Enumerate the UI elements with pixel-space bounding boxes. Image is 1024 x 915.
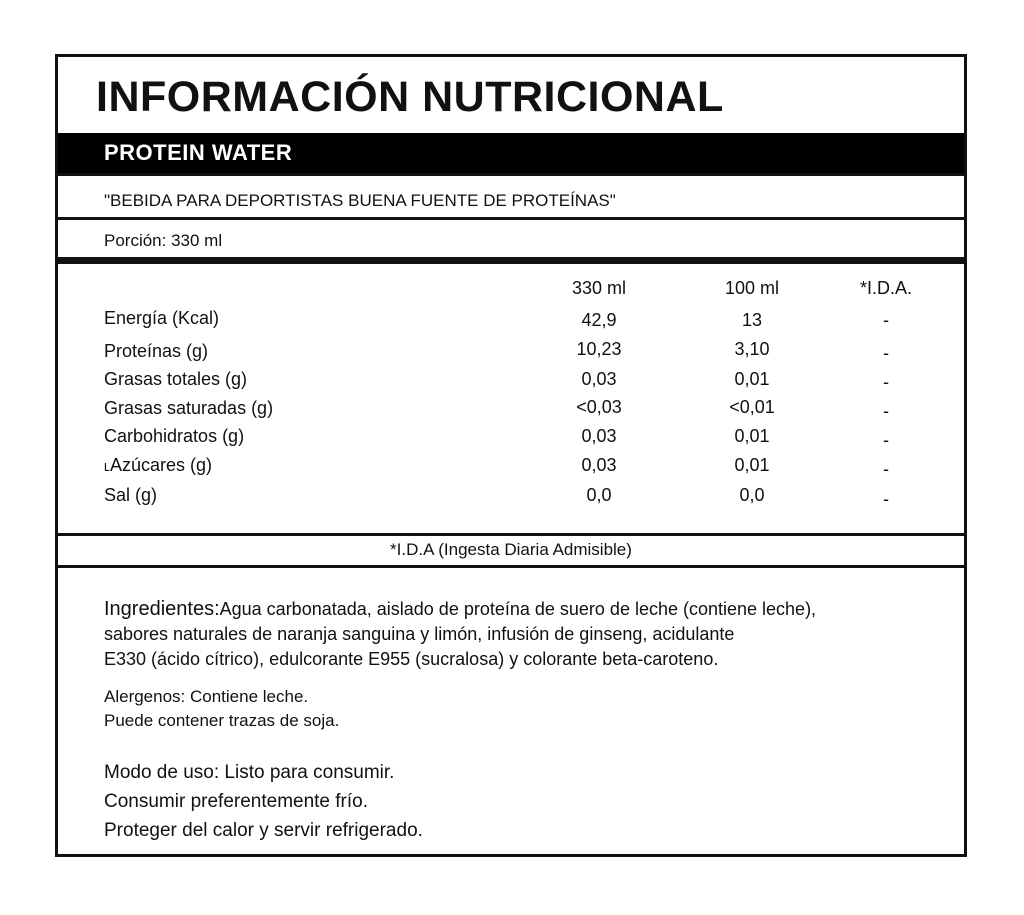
portion-size: Porción: 330 ml — [104, 231, 223, 250]
value-330ml: 0,03 — [581, 426, 617, 446]
nutrient-name: ˪Azúcares (g) — [104, 455, 213, 475]
nutrient-name: Grasas totales (g) — [104, 369, 248, 389]
divider — [58, 173, 964, 176]
column-header-330ml: 330 ml — [571, 278, 627, 298]
ida-footnote: *I.D.A (Ingesta Diaria Admisible) — [390, 540, 632, 559]
value-330ml: 0,03 — [581, 369, 617, 389]
allergens-line: Puede contener trazas de soja. — [104, 711, 340, 730]
column-header-ida: *I.D.A. — [859, 278, 913, 298]
divider — [58, 217, 964, 220]
value-330ml: 10,23 — [576, 339, 622, 359]
nutrient-name: Proteínas (g) — [104, 341, 209, 361]
allergens-line: Alergenos: Contiene leche. — [104, 687, 309, 706]
usage-block — [104, 758, 423, 845]
divider — [58, 533, 964, 536]
value-ida: - — [883, 489, 889, 509]
nutrient-name: Grasas saturadas (g) — [104, 398, 274, 418]
allergens-block — [104, 685, 339, 733]
column-header-100ml: 100 ml — [724, 278, 780, 298]
value-ida: - — [883, 459, 889, 479]
value-ida: - — [883, 401, 889, 421]
value-330ml: <0,03 — [576, 397, 622, 417]
usage-line: Modo de uso: Listo para consumir. — [104, 762, 395, 783]
usage-line: Consumir preferentemente frío. — [104, 791, 369, 812]
ingredients-line: E330 (ácido cítrico), edulcorante E955 (sucralosa) y colorante beta-caroteno. — [104, 649, 719, 669]
value-330ml: 0,0 — [586, 485, 612, 505]
value-100ml: <0,01 — [729, 397, 775, 417]
ingredients-line: Agua carbonatada, aislado de proteína de suero de leche (contiene leche), — [219, 599, 817, 619]
product-claim: "BEBIDA PARA DEPORTISTAS BUENA FUENTE DE PROTEÍNAS" — [104, 191, 616, 210]
value-ida: - — [883, 343, 889, 363]
ingredients-block — [104, 597, 964, 672]
value-100ml: 0,01 — [734, 455, 770, 475]
divider-thick — [58, 257, 964, 264]
page-title: INFORMACIÓN NUTRICIONAL — [96, 73, 724, 121]
product-bar — [58, 133, 964, 173]
nutrient-name: Carbohidratos (g) — [104, 426, 245, 446]
value-100ml: 0,01 — [734, 369, 770, 389]
nutrient-name: Sal (g) — [104, 485, 158, 505]
divider — [58, 565, 964, 568]
usage-line: Proteger del calor y servir refrigerado. — [104, 820, 423, 841]
value-100ml: 13 — [741, 310, 763, 330]
nutrient-name: Energía (Kcal) — [104, 308, 220, 328]
nutrition-label — [55, 54, 967, 857]
value-330ml: 42,9 — [581, 310, 617, 330]
value-100ml: 0,01 — [734, 426, 770, 446]
value-330ml: 0,03 — [581, 455, 617, 475]
value-100ml: 0,0 — [739, 485, 765, 505]
value-ida: - — [883, 430, 889, 450]
value-100ml: 3,10 — [734, 339, 770, 359]
value-ida: - — [883, 372, 889, 392]
value-ida: - — [883, 310, 889, 330]
ingredients-line: sabores naturales de naranja sanguina y limón, infusión de ginseng, acidulante — [104, 624, 735, 644]
product-name: PROTEIN WATER — [104, 140, 293, 165]
ingredients-label: Ingredientes: — [104, 598, 220, 620]
